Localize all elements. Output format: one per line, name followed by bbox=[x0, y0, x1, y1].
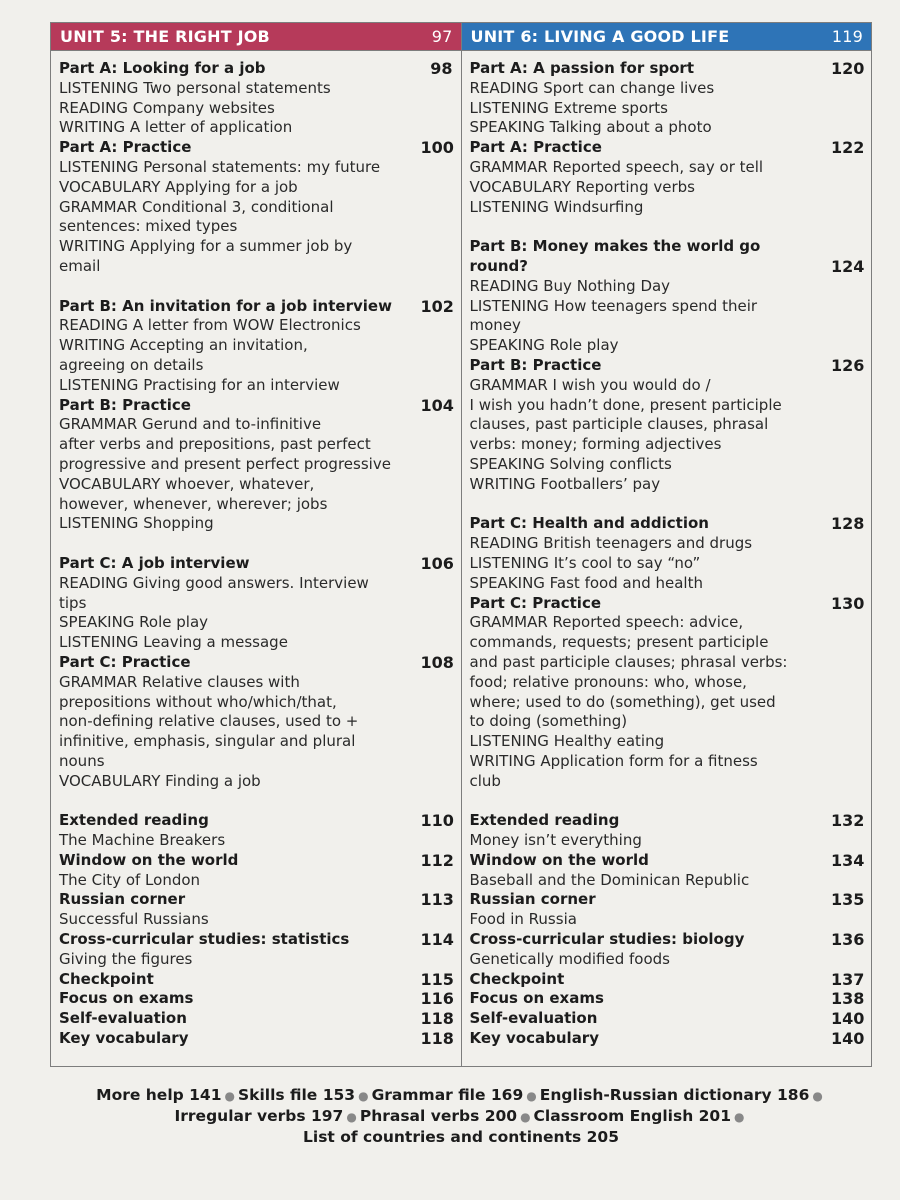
bullet-icon: ● bbox=[224, 1089, 235, 1103]
contents-item: Money isn’t everything bbox=[469, 831, 642, 850]
page-number: 118 bbox=[420, 1009, 454, 1029]
contents-item: progressive and present perfect progressive bbox=[59, 454, 391, 473]
section-heading bbox=[59, 1009, 453, 1029]
contents-item: WRITING Footballers’ pay bbox=[469, 474, 661, 493]
unit6-title: UNIT 6: LIVING A GOOD LIFE bbox=[470, 27, 730, 46]
section-heading bbox=[470, 257, 864, 277]
section-heading bbox=[59, 138, 453, 158]
page-number: 132 bbox=[831, 811, 865, 831]
section-title: Cross-curricular studies: biology bbox=[469, 930, 745, 949]
spacer bbox=[59, 534, 453, 554]
section-title: round? bbox=[469, 256, 528, 275]
bullet-icon: ● bbox=[812, 1089, 823, 1103]
spacer bbox=[470, 495, 864, 515]
contents-item: Genetically modified foods bbox=[469, 949, 670, 968]
contents-item: VOCABULARY Finding a job bbox=[59, 771, 261, 790]
section-heading bbox=[59, 1029, 453, 1049]
contents-item: READING Giving good answers. Interview bbox=[59, 573, 369, 592]
unit5-title: UNIT 5: THE RIGHT JOB bbox=[60, 27, 270, 46]
section-title: Part C: A job interview bbox=[59, 553, 250, 572]
contents-item: nouns bbox=[59, 751, 105, 770]
section-heading bbox=[470, 356, 864, 376]
contents-item: clauses, past participle clauses, phrasal bbox=[469, 415, 769, 434]
contents-item: GRAMMAR I wish you would do / bbox=[469, 375, 711, 394]
contents-item: GRAMMAR Conditional 3, conditional bbox=[59, 197, 334, 216]
section-heading bbox=[470, 138, 864, 158]
section-heading bbox=[470, 851, 864, 871]
page-number: 126 bbox=[831, 355, 865, 375]
page-number: 113 bbox=[420, 890, 454, 910]
spacer bbox=[470, 217, 864, 237]
contents-item: GRAMMAR Gerund and to-infinitive bbox=[59, 415, 322, 434]
contents-item: LISTENING Practising for an interview bbox=[59, 375, 340, 394]
contents-table bbox=[50, 22, 872, 1067]
section-title: Extended reading bbox=[59, 811, 209, 830]
spacer bbox=[59, 277, 453, 297]
page-number: 114 bbox=[420, 930, 454, 950]
section-heading bbox=[59, 811, 453, 831]
contents-item: LISTENING Personal statements: my future bbox=[59, 157, 381, 176]
contents-item: Giving the figures bbox=[59, 949, 193, 968]
contents-item: WRITING Accepting an invitation, bbox=[59, 336, 308, 355]
section-title: Part C: Practice bbox=[469, 593, 602, 612]
section-title: Part C: Practice bbox=[59, 652, 191, 671]
contents-item: WRITING Applying for a summer job by bbox=[59, 237, 353, 256]
section-heading bbox=[470, 514, 864, 534]
contents-item: I wish you hadn’t done, present participle bbox=[469, 395, 782, 414]
section-heading bbox=[470, 890, 864, 910]
contents-item: non-defining relative clauses, used to + bbox=[59, 712, 359, 731]
footer-line bbox=[50, 1085, 872, 1106]
page-number: 136 bbox=[831, 930, 865, 950]
page-number: 100 bbox=[420, 138, 454, 158]
section-title: Part B: An invitation for a job interview bbox=[59, 296, 392, 315]
page-number: 116 bbox=[420, 989, 454, 1009]
contents-item: READING British teenagers and drugs bbox=[469, 534, 753, 553]
page-number: 102 bbox=[420, 296, 454, 316]
unit5-header bbox=[51, 23, 461, 51]
contents-item: SPEAKING Role play bbox=[469, 336, 619, 355]
section-heading bbox=[59, 396, 453, 416]
page-number: 140 bbox=[831, 1009, 865, 1029]
section-heading bbox=[470, 970, 864, 990]
section-title: Window on the world bbox=[469, 850, 649, 869]
section-heading bbox=[470, 59, 864, 79]
contents-item: READING Buy Nothing Day bbox=[469, 276, 671, 295]
section-heading bbox=[470, 1009, 864, 1029]
section-title: Self-evaluation bbox=[469, 1009, 598, 1028]
footer-line bbox=[50, 1127, 872, 1147]
contents-item: LISTENING How teenagers spend their bbox=[469, 296, 758, 315]
contents-item: LISTENING Extreme sports bbox=[469, 98, 668, 117]
section-heading bbox=[470, 989, 864, 1009]
page-number: 135 bbox=[831, 890, 865, 910]
contents-item: food; relative pronouns: who, whose, bbox=[469, 672, 747, 691]
page-number: 110 bbox=[420, 811, 454, 831]
contents-item: LISTENING Shopping bbox=[59, 514, 214, 533]
footer-link: English-Russian dictionary 186 bbox=[539, 1086, 810, 1104]
unit6-page: 119 bbox=[831, 27, 863, 46]
section-heading bbox=[59, 930, 453, 950]
contents-item: GRAMMAR Reported speech, say or tell bbox=[469, 157, 764, 176]
section-title: Part B: Money makes the world go bbox=[469, 237, 761, 256]
unit6-entries bbox=[462, 51, 872, 1049]
contents-item: SPEAKING Fast food and health bbox=[469, 573, 703, 592]
bullet-icon: ● bbox=[526, 1089, 537, 1103]
section-heading bbox=[59, 851, 453, 871]
section-heading bbox=[470, 1029, 864, 1049]
section-heading bbox=[59, 890, 453, 910]
section-title: Part C: Health and addiction bbox=[469, 514, 709, 533]
contents-item: to doing (something) bbox=[469, 712, 628, 731]
section-title: Checkpoint bbox=[469, 969, 565, 988]
footer-link: Phrasal verbs 200 bbox=[359, 1107, 518, 1125]
contents-item: money bbox=[469, 316, 521, 335]
section-heading bbox=[59, 554, 453, 574]
footer-link: Classroom English 201 bbox=[533, 1107, 731, 1125]
contents-item: VOCABULARY whoever, whatever, bbox=[59, 474, 315, 493]
contents-item: Successful Russians bbox=[59, 910, 209, 929]
section-title: Focus on exams bbox=[469, 989, 604, 1008]
contents-item: after verbs and prepositions, past perfect bbox=[59, 435, 371, 454]
contents-item: READING Company websites bbox=[59, 98, 275, 117]
section-heading bbox=[59, 653, 453, 673]
contents-item: club bbox=[469, 771, 501, 790]
section-heading bbox=[59, 59, 453, 79]
page-number: 112 bbox=[420, 850, 454, 870]
section-heading bbox=[470, 237, 864, 257]
page-number: 138 bbox=[831, 989, 865, 1009]
contents-item: where; used to do (something), get used bbox=[469, 692, 776, 711]
contents-item: LISTENING Healthy eating bbox=[469, 732, 665, 751]
contents-item: LISTENING Two personal statements bbox=[59, 78, 331, 97]
section-title: Extended reading bbox=[469, 811, 620, 830]
contents-item: LISTENING Leaving a message bbox=[59, 633, 288, 652]
contents-item: however, whenever, wherever; jobs bbox=[59, 494, 328, 513]
contents-item: email bbox=[59, 256, 101, 275]
contents-item: verbs: money; forming adjectives bbox=[469, 435, 722, 454]
section-title: Part A: A passion for sport bbox=[469, 59, 694, 77]
page-number: 104 bbox=[420, 395, 454, 415]
section-heading bbox=[59, 297, 453, 317]
page-number: 108 bbox=[420, 652, 454, 672]
contents-item: infinitive, emphasis, singular and plural bbox=[59, 732, 356, 751]
section-title: Window on the world bbox=[59, 850, 239, 869]
section-title: Russian corner bbox=[469, 890, 596, 909]
contents-item: prepositions without who/which/that, bbox=[59, 692, 337, 711]
section-title: Part A: Practice bbox=[59, 138, 192, 157]
contents-item: LISTENING Windsurfing bbox=[469, 197, 644, 216]
unit5-entries bbox=[51, 51, 461, 1049]
contents-item: SPEAKING Role play bbox=[59, 613, 209, 632]
section-title: Part B: Practice bbox=[469, 355, 602, 374]
bullet-icon: ● bbox=[520, 1110, 531, 1124]
page-number: 124 bbox=[831, 256, 865, 276]
bullet-icon: ● bbox=[346, 1110, 357, 1124]
section-title: Checkpoint bbox=[59, 969, 154, 988]
page-number: 130 bbox=[831, 593, 865, 613]
footer-line bbox=[50, 1106, 872, 1127]
footer-index bbox=[50, 1085, 872, 1147]
spacer bbox=[59, 791, 453, 811]
contents-item: tips bbox=[59, 593, 87, 612]
contents-item: Baseball and the Dominican Republic bbox=[469, 870, 750, 889]
contents-item: LISTENING It’s cool to say “no” bbox=[469, 553, 701, 572]
footer-link: Skills file 153 bbox=[237, 1086, 356, 1104]
contents-item: VOCABULARY Applying for a job bbox=[59, 177, 298, 196]
section-heading bbox=[59, 989, 453, 1009]
unit5-column bbox=[51, 23, 462, 1066]
page-number: 120 bbox=[831, 59, 865, 78]
contents-item: SPEAKING Talking about a photo bbox=[469, 118, 712, 137]
section-title: Key vocabulary bbox=[59, 1029, 189, 1048]
section-title: Cross-curricular studies: statistics bbox=[59, 930, 350, 949]
section-heading bbox=[470, 811, 864, 831]
bullet-icon: ● bbox=[734, 1110, 745, 1124]
footer-link: Grammar file 169 bbox=[371, 1086, 524, 1104]
section-title: Part A: Practice bbox=[469, 138, 602, 157]
unit5-page: 97 bbox=[431, 27, 453, 46]
contents-item: Food in Russia bbox=[469, 910, 577, 929]
unit6-header bbox=[462, 23, 872, 51]
section-title: Russian corner bbox=[59, 890, 186, 909]
section-heading bbox=[470, 930, 864, 950]
contents-item: agreeing on details bbox=[59, 355, 204, 374]
page-number: 128 bbox=[831, 514, 865, 534]
contents-item: GRAMMAR Relative clauses with bbox=[59, 672, 300, 691]
page-number: 122 bbox=[831, 138, 865, 158]
footer-link: More help 141 bbox=[96, 1086, 222, 1104]
page-number: 134 bbox=[831, 850, 865, 870]
contents-item: WRITING Application form for a fitness bbox=[469, 751, 758, 770]
section-title: Part B: Practice bbox=[59, 395, 191, 414]
spacer bbox=[470, 791, 864, 811]
contents-item: The City of London bbox=[59, 870, 201, 889]
contents-item: GRAMMAR Reported speech: advice, bbox=[469, 613, 744, 632]
contents-item: READING A letter from WOW Electronics bbox=[59, 316, 361, 335]
section-title: Focus on exams bbox=[59, 989, 194, 1008]
page-number: 106 bbox=[420, 553, 454, 573]
footer-link: Irregular verbs 197 bbox=[174, 1107, 344, 1125]
contents-item: sentences: mixed types bbox=[59, 217, 238, 236]
bullet-icon: ● bbox=[358, 1089, 369, 1103]
page-number: 137 bbox=[831, 969, 865, 989]
page-number: 98 bbox=[430, 59, 453, 78]
page-number: 118 bbox=[420, 1029, 454, 1049]
contents-item: commands, requests; present participle bbox=[469, 633, 769, 652]
contents-item: WRITING A letter of application bbox=[59, 118, 293, 137]
section-heading bbox=[470, 594, 864, 614]
section-title: Part A: Looking for a job bbox=[59, 59, 266, 77]
section-title: Key vocabulary bbox=[469, 1029, 599, 1048]
contents-item: The Machine Breakers bbox=[59, 831, 226, 850]
page-number: 140 bbox=[831, 1029, 865, 1049]
contents-item: and past participle clauses; phrasal verbs: bbox=[469, 652, 788, 671]
section-heading bbox=[59, 970, 453, 990]
section-title: Self-evaluation bbox=[59, 1009, 187, 1028]
footer-link: List of countries and continents 205 bbox=[303, 1128, 619, 1146]
contents-item: VOCABULARY Reporting verbs bbox=[469, 177, 695, 196]
contents-item: READING Sport can change lives bbox=[469, 78, 715, 97]
contents-item: SPEAKING Solving conflicts bbox=[469, 454, 672, 473]
page-number: 115 bbox=[420, 969, 454, 989]
unit6-column bbox=[462, 23, 872, 1066]
